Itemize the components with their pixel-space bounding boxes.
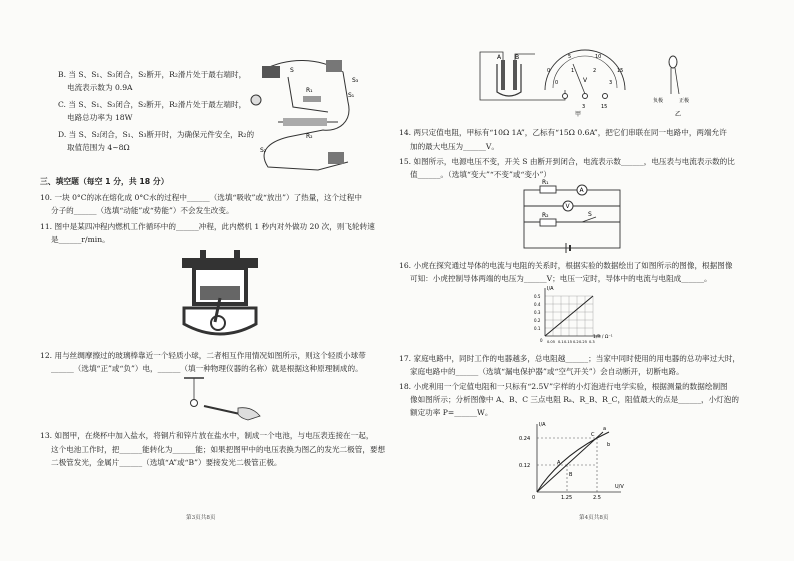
label-s2: S₂ bbox=[260, 147, 267, 154]
q14-line2: 加的最大电压为______V。 bbox=[410, 142, 500, 151]
q16-ytick-0.4: 0.4 bbox=[534, 302, 541, 307]
q16-xtick-0.05: 0.05 bbox=[547, 340, 556, 344]
label-s3: S₃ bbox=[352, 77, 359, 84]
wire-a bbox=[480, 52, 565, 100]
q16-origin: 0 bbox=[540, 338, 543, 343]
piston-icon bbox=[200, 286, 240, 300]
led-icon bbox=[669, 56, 677, 68]
label-b: B bbox=[515, 54, 520, 61]
label-r2: R₂ bbox=[306, 133, 313, 140]
terminal-3-label: 3 bbox=[582, 104, 586, 110]
q15-line1: 15. 如图所示，电源电压不变，开关 S 由断开到闭合，电流表示数______，电压表与电流表示数的比 bbox=[399, 157, 735, 166]
q18-origin: 0 bbox=[532, 495, 536, 501]
q13-line1: 13. 如图甲，在烧杯中加入盐水，将铜片和锌片放在盐水中，制成一个电池，与电压表连接在一起， bbox=[40, 431, 374, 440]
q16-graph bbox=[527, 286, 617, 348]
q16-xtick-0.3: 0.3 bbox=[589, 340, 595, 344]
led-leg-pos bbox=[675, 68, 679, 94]
metal-plate-b bbox=[513, 60, 517, 90]
q9-circuit-figure bbox=[248, 52, 368, 172]
voltmeter-label: V bbox=[565, 203, 570, 210]
glass-rod-icon bbox=[204, 406, 240, 414]
beaker-icon bbox=[497, 64, 521, 96]
q16-xlabel: 1/R / Ω⁻¹ bbox=[593, 335, 613, 340]
q18-point-a: A bbox=[557, 460, 561, 466]
q18-xlabel: U/V bbox=[615, 484, 624, 490]
resistor-r2 bbox=[540, 219, 556, 226]
q16-ylabel: I/A bbox=[547, 286, 554, 292]
terminal-15 bbox=[603, 94, 608, 99]
label-jia: 甲 bbox=[575, 111, 582, 118]
q17-line2: 家庭电路中的______（选填“漏电保护器”或“空气开关”）会自动断开，切断电路。 bbox=[410, 367, 684, 376]
scale-bottom-2: 2 bbox=[593, 68, 597, 74]
q18-xtick-1.25: 1.25 bbox=[561, 495, 573, 501]
q11-line1: 11. 图中是某四冲程内燃机工作循环中的______冲程，此内燃机 1 秒内对外做功 20 次，则飞轮转速 bbox=[40, 222, 375, 231]
metal-plate-a bbox=[501, 60, 505, 90]
q18-curve-b-label: b bbox=[607, 442, 611, 448]
q16-xtick-0.2: 0.2 bbox=[573, 340, 579, 344]
label-yi: 乙 bbox=[675, 111, 682, 118]
hand-icon bbox=[238, 408, 260, 420]
q16-xtick-0.15: 0.15 bbox=[564, 340, 573, 344]
q16-line1: 16. 小虎在探究通过导体的电流与电阻的关系时，根据实验的数据绘出了如图所示的图像，根据图像 bbox=[399, 261, 733, 270]
q18-ytick-0.24: 0.24 bbox=[519, 436, 531, 442]
q13-line3: 二极管发光，金属片______（选填“A”或“B”）要接发光二极管正极。 bbox=[51, 458, 282, 467]
scale-top-15: 15 bbox=[617, 68, 624, 74]
section3-title: 三、填空题（每空 1 分，共 18 分） bbox=[40, 177, 169, 186]
battery-icon bbox=[262, 66, 280, 78]
label-s: S bbox=[290, 67, 294, 74]
q16-xtick-0.25: 0.25 bbox=[579, 340, 588, 344]
q18-xtick-2.5: 2.5 bbox=[593, 495, 601, 501]
lamp-icon bbox=[251, 95, 261, 105]
q16-xtick-0.1: 0.1 bbox=[558, 340, 564, 344]
q18-curve-b bbox=[537, 432, 609, 492]
q16-ytick-0.5: 0.5 bbox=[534, 294, 541, 299]
label-a: A bbox=[497, 54, 502, 61]
q13-line2: 这个电池工作时，把______能转化为______能；如果把图甲中的电压表换为图乙的发光二极管，要想 bbox=[51, 445, 386, 454]
q18-line3: 额定功率 P=______W。 bbox=[410, 408, 493, 417]
right-footer: 第4页共8页 bbox=[579, 515, 609, 521]
intake-valve-icon bbox=[200, 250, 206, 260]
label-pos: 正极 bbox=[679, 98, 690, 104]
q16-ytick-0.3: 0.3 bbox=[534, 310, 541, 315]
q10-line1: 10. 一块 0°C的冰在熔化成 0°C水的过程中______（选填“吸收”或“放出”）了热量，这个过程中 bbox=[40, 193, 362, 202]
q16-ytick-0.1: 0.1 bbox=[534, 326, 541, 331]
label-r2: R₂ bbox=[542, 212, 549, 219]
q16-line2: 可知：小虎控制导体两端的电压为______V；电压一定时，导体中的电流与电阻成______。 bbox=[410, 274, 712, 283]
q12-figure bbox=[182, 376, 266, 420]
terminal-neg bbox=[563, 94, 568, 99]
scale-bottom-1: 1 bbox=[571, 68, 575, 74]
exhaust-valve-icon bbox=[234, 250, 240, 260]
label-neg: 负极 bbox=[653, 98, 664, 104]
q18-ytick-0.12: 0.12 bbox=[519, 463, 531, 469]
q18-line2: 像如图所示；分析图像中 A、B、C 三点电阻 Rₐ、R_B、R_C，阻值最大的点是______，小灯泡的 bbox=[410, 395, 739, 404]
q9-option-d-line1: D. 当 S、S₂闭合，S₁、S₃断开时，为确保元件安全，R₂的 bbox=[58, 130, 255, 139]
terminal-3 bbox=[583, 94, 588, 99]
rheostat-r2-icon bbox=[283, 118, 327, 126]
q17-line1: 17. 家庭电路中，同时工作的电器越多，总电阻越______；当家中同时使用的用电器的总功率过大时， bbox=[399, 354, 741, 363]
label-s: S bbox=[588, 211, 592, 218]
right-page bbox=[397, 0, 794, 561]
voltmeter-v-label: V bbox=[583, 77, 588, 84]
q13-battery-figure bbox=[475, 50, 705, 116]
q15-circuit-figure bbox=[522, 179, 622, 252]
q14-line1: 14. 两只定值电阻，甲标有“10Ω 1A”，乙标有“15Ω 0.6A”，把它们串联在同一电路中，两端允许 bbox=[399, 128, 727, 137]
q11-line2: 是______r/min。 bbox=[51, 235, 110, 244]
label-r1: R₁ bbox=[306, 87, 313, 94]
ammeter-label: A bbox=[579, 187, 584, 194]
q12-line1: 12. 用与丝绸摩擦过的玻璃棒靠近一个轻质小球，二者相互作用情况如图所示，则这个轻质小球带 bbox=[40, 351, 366, 360]
scale-top-10: 10 bbox=[595, 54, 602, 60]
q18-line1: 18. 小虎利用一个定值电阻和一只标有“2.5V”字样的小灯泡进行电学实验，根据测量的数据绘制图 bbox=[399, 382, 728, 391]
q9-option-c-line1: C. 当 S、S₁、S₃闭合，S₂断开，R₂滑片处于最左端时， bbox=[58, 100, 247, 109]
label-r1: R₁ bbox=[542, 179, 549, 186]
scale-top-0: 0 bbox=[547, 68, 551, 74]
q9-option-b-line2: 电流表示数为 0.9A bbox=[67, 83, 133, 92]
q18-point-b: B bbox=[569, 472, 573, 478]
q12-line2: ______（选填“正”或“负”）电，______（填一种物理仪器的名称）就是根据这种原理制成的。 bbox=[51, 364, 363, 373]
q18-curve-a-label: a bbox=[603, 426, 607, 432]
q18-graph bbox=[517, 420, 627, 500]
q18-curve-a bbox=[537, 432, 603, 492]
left-footer: 第3页共8页 bbox=[186, 515, 216, 521]
ball-icon bbox=[191, 400, 198, 407]
q18-point-c: C bbox=[591, 432, 595, 438]
voltmeter-icon bbox=[328, 152, 344, 164]
q18-ylabel: I/A bbox=[539, 422, 546, 428]
q9-option-b-line1: B. 当 S、S₁、S₃闭合，S₂断开，R₂滑片处于最右端时， bbox=[58, 70, 247, 79]
label-s1: S₁ bbox=[348, 92, 355, 99]
scale-top-5: 5 bbox=[568, 54, 572, 60]
q11-engine-figure bbox=[180, 248, 260, 340]
q15-line2: 值______。（选填“变大”“不变”或“变小”） bbox=[410, 170, 551, 179]
terminal-15-label: 15 bbox=[601, 104, 608, 110]
q10-line2: 分子的______（选填“动能”或“势能”）不会发生改变。 bbox=[51, 206, 234, 215]
scale-bottom-0: 0 bbox=[555, 80, 559, 86]
q9-option-d-line2: 取值范围为 4~8Ω bbox=[67, 143, 130, 152]
ammeter-icon bbox=[326, 60, 342, 72]
q9-option-c-line2: 电路总功率为 18W bbox=[67, 113, 133, 122]
scale-bottom-3: 3 bbox=[609, 80, 613, 86]
q16-ytick-0.2: 0.2 bbox=[534, 318, 541, 323]
resistor-r1 bbox=[540, 186, 556, 193]
resistor-r1-icon bbox=[303, 96, 321, 102]
